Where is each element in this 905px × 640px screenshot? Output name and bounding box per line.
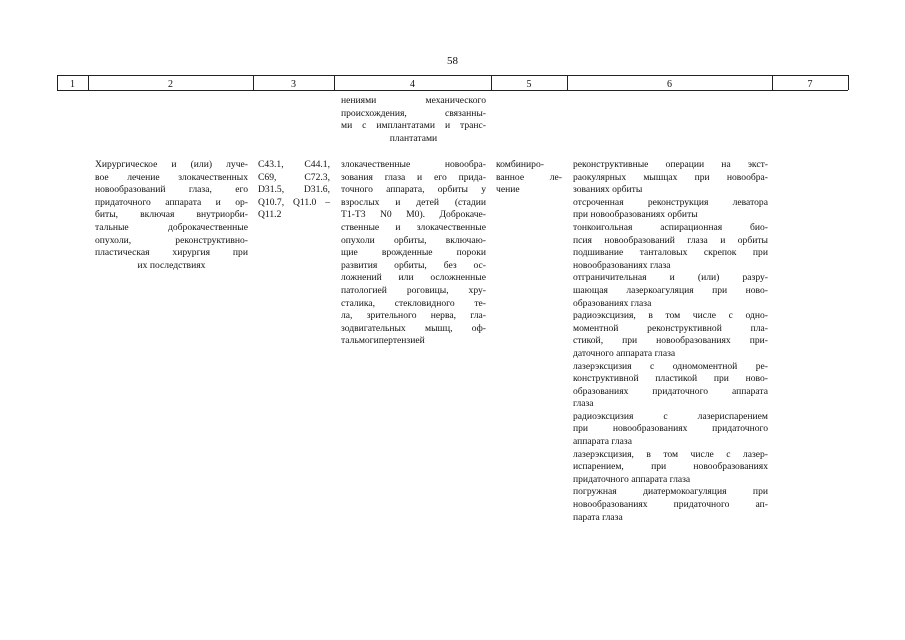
text-line: зованиях орбиты (573, 184, 643, 196)
text-line: погружная диатермокоагуляция при (573, 486, 768, 498)
column-number: 7 (807, 79, 813, 90)
text-line: комбиниро- (496, 159, 544, 170)
text-line: новообразований глаза, его (95, 184, 248, 196)
text-line: их последствиях (137, 259, 206, 271)
patient-model-cell (341, 159, 486, 348)
text-line: моментной реконструктивной пла- (573, 322, 768, 334)
text-line: испарением, при новообразованиях (573, 461, 768, 473)
text-line: ственные и злокачественные (341, 221, 486, 233)
text-line: даточного аппарата глаза (573, 347, 676, 359)
text-line: ла, зрительного нерва, гла- (341, 310, 486, 322)
text-line: при новообразованиях орбиты (573, 209, 698, 221)
text-line: реконструктивные операции на экст- (573, 159, 768, 170)
text-line: лазерэксцизия с одномоментной ре- (573, 360, 768, 372)
text-line: зования глаза и его прида- (341, 171, 486, 183)
text-line: подшивание танталовых скрепок при (573, 247, 768, 259)
table-top-border (57, 75, 848, 76)
page-number: 58 (447, 55, 458, 67)
text-line: шающая лазеркоагуляция при ново- (573, 284, 768, 296)
text-line: происхождения, связанны- (341, 107, 486, 119)
text-line: вое лечение злокачественных (95, 171, 248, 183)
text-line: стикой, при новообразованиях при- (573, 335, 768, 347)
text-line: глаза (573, 398, 594, 410)
text-line: при новообразованиях придаточного (573, 423, 768, 435)
column-number: 1 (70, 79, 75, 90)
treatment-type-cell (496, 159, 562, 197)
text-line: Q10.7, Q11.0 – (258, 196, 330, 208)
treatment-group-cell (95, 159, 248, 272)
text-line: D31.5, D31.6, (258, 184, 330, 196)
text-line: биты, включая внутриорби- (95, 209, 248, 221)
text-line: щие врожденные пороки (341, 247, 486, 259)
column-number: 3 (291, 79, 296, 90)
text-line: Q11.2 (258, 209, 282, 221)
column-number: 2 (168, 79, 173, 90)
table-header-bottom-border (57, 90, 848, 91)
text-line: псия новообразований глаза и орбиты (573, 234, 768, 246)
text-line: тонкоигольная аспирационная био- (573, 221, 768, 233)
text-line: отграничительная и (или) разру- (573, 272, 768, 284)
text-line: пластическая хирургия при (95, 247, 248, 259)
text-line: чение (496, 184, 520, 196)
text-line: новообразованиях придаточного ап- (573, 499, 768, 511)
text-line: парата глаза (573, 511, 623, 523)
text-line: опухоли орбиты, включаю- (341, 234, 486, 246)
text-line: ванное ле- (496, 171, 562, 183)
text-line: T1-T3 N0 M0). Доброкаче- (341, 209, 486, 221)
text-line: плантатами (389, 132, 438, 144)
text-line: аппарата глаза (573, 436, 632, 448)
text-line: C69, C72.3, (258, 171, 330, 183)
column-number: 6 (667, 79, 672, 90)
text-line: развития орбиты, без ос- (341, 259, 486, 271)
text-line: придаточного аппарата и ор- (95, 196, 248, 208)
text-line: образованиях глаза (573, 297, 652, 309)
column-number: 4 (410, 79, 415, 90)
text-line: отсроченная реконструкция леватора (573, 196, 768, 208)
text-line: злокачественные новообра- (341, 159, 486, 170)
text-line: нениями механического (341, 95, 486, 106)
continuation-cell (341, 95, 486, 145)
text-line: опухоли, реконструктивно- (95, 234, 248, 246)
text-line: тальные доброкачественные (95, 221, 248, 233)
text-line: радиоэксцизия, в том числе с одно- (573, 310, 768, 322)
text-line: новообразованиях глаза (573, 259, 671, 271)
text-line: образованиях придаточного аппарата (573, 385, 768, 397)
text-line: ми с имплантатами и транс- (341, 120, 486, 132)
table-column-divider (848, 75, 849, 90)
text-line: C43.1, C44.1, (258, 159, 330, 170)
icd-codes-cell (258, 159, 330, 222)
text-line: Хирургическое и (или) луче- (95, 159, 248, 170)
text-line: зодвигательных мышц, оф- (341, 322, 486, 334)
treatment-methods-cell (573, 159, 768, 524)
text-line: придаточного аппарата глаза (573, 473, 691, 485)
text-line: сталика, стекловидного те- (341, 297, 486, 309)
text-line: патологией роговицы, хру- (341, 284, 486, 296)
text-line: взрослых и детей (стадии (341, 196, 486, 208)
text-line: радиоэксцизия с лазериспарением (573, 410, 768, 422)
text-line: точного аппарата, орбиты у (341, 184, 486, 196)
text-line: лазерэксцизия, в том числе с лазер- (573, 448, 768, 460)
text-line: ложнений или осложненные (341, 272, 486, 284)
text-line: конструктивной пластикой при ново- (573, 373, 768, 385)
text-line: тальмогипертензией (341, 335, 425, 347)
column-number: 5 (526, 79, 532, 90)
text-line: раокулярных мышцах при новообра- (573, 171, 768, 183)
